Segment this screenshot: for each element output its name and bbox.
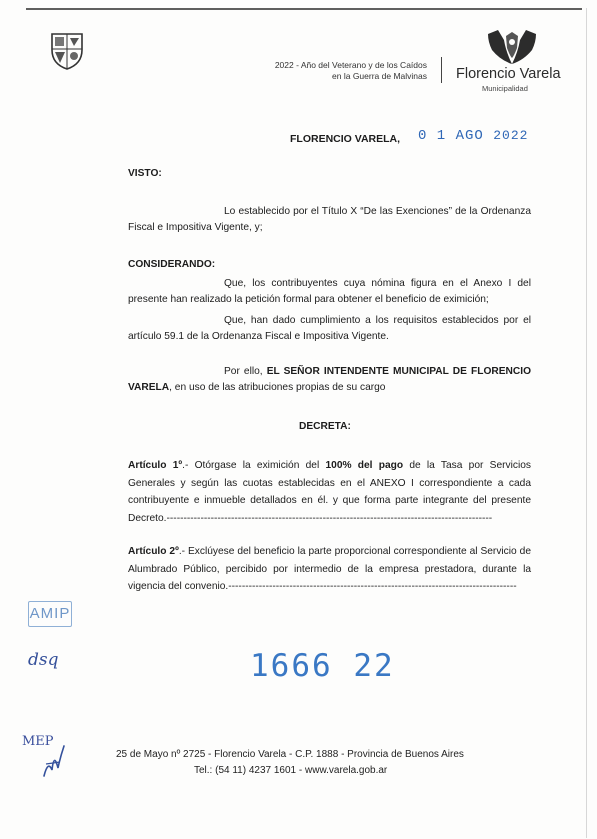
date-stamp-year: 2022 <box>493 128 529 143</box>
considerando-heading: CONSIDERANDO: <box>128 259 216 270</box>
date-stamp-day: 0 1 <box>418 128 447 144</box>
articulo-1-text-a: .- Otórgase la eximición del <box>182 460 326 471</box>
date-stamp <box>418 128 528 144</box>
date-stamp-month: AGO <box>455 128 484 144</box>
articulo-2-dashes: ------------------------------------------------------------------------------------- <box>228 581 517 592</box>
considerando-para-1: Que, los contribuyentes cuya nómina figura en el Anexo I del presente han realizado la petición formal para obtener el beneficio de eximición; <box>128 278 531 305</box>
motto-line-1: 2022 - Año del Veterano y de los Caídos <box>274 60 427 70</box>
por-ello-paragraph <box>128 364 531 396</box>
articulo-2-text: .- Exclúyese del beneficio la parte proporcional correspondiente al Servicio de Alumbrado Público, percibido por intermedio de la empresa prestadora, durante la vigencia del convenio. <box>128 546 531 592</box>
articulo-2 <box>128 543 531 596</box>
right-scan-edge <box>586 8 587 838</box>
por-ello-lead: Por ello, <box>224 366 267 377</box>
visto-body: Lo establecido por el Título X “De las Exenciones” de la Ordenanza Fiscal e Impositiva Vigente, y; <box>128 206 531 233</box>
place-name: FLORENCIO VARELA, <box>290 133 401 145</box>
articulo-1-label: Artículo 1º <box>128 460 183 471</box>
signature-scribble-icon <box>40 740 68 780</box>
por-ello-authority: EL SEÑOR INTENDENTE MUNICIPAL DE FLORENCIO VARELA <box>128 366 531 393</box>
visto-heading: VISTO: <box>128 168 162 179</box>
mep-note: MEP <box>22 734 54 749</box>
amip-stamp: AMIP <box>28 601 72 627</box>
decree-number-stamp: 1666 22 <box>250 648 395 684</box>
municipality-logo-icon <box>484 28 540 68</box>
articulo-1 <box>128 457 531 527</box>
articulo-1-dashes: ------------------------------------------------------------------------------------------------ <box>166 512 493 524</box>
footer-address <box>116 747 464 779</box>
top-scan-edge <box>26 8 582 10</box>
considerando-para-2: Que, han dado cumplimiento a los requisitos establecidos por el artículo 59.1 de la Ordenanza Fiscal e Impositiva Vigente. <box>128 315 531 342</box>
motto-line-2: en la Guerra de Malvinas <box>332 71 427 81</box>
por-ello-rest: , en uso de las atribuciones propias de su cargo <box>169 382 386 393</box>
handwritten-note: dsq <box>28 650 59 670</box>
year-motto <box>275 60 427 82</box>
decreta-heading: DECRETA: <box>299 421 351 432</box>
header-separator <box>441 57 442 83</box>
articulo-1-text-b: de la Tasa por Servicios Generales y según las cuotas establecidas en el ANEXO I correspondiente a cada contribuyente e inmueble detallados en él. y que forma parte integrante del presente Decreto. <box>128 460 531 524</box>
brand-name: Florencio Varela <box>456 66 561 82</box>
footer-line-1: 25 de Mayo nº 2725 - Florencio Varela - C.P. 1888 - Provincia de Buenos Aires <box>116 749 464 760</box>
coat-of-arms-icon <box>50 30 84 70</box>
brand-subtitle: Municipalidad <box>482 84 528 93</box>
footer-line-2: Tel.: (54 11) 4237 1601 - www.varela.gob.ar <box>194 765 388 776</box>
articulo-1-bold: 100% del pago <box>325 460 404 471</box>
articulo-2-label: Artículo 2º <box>128 546 179 557</box>
